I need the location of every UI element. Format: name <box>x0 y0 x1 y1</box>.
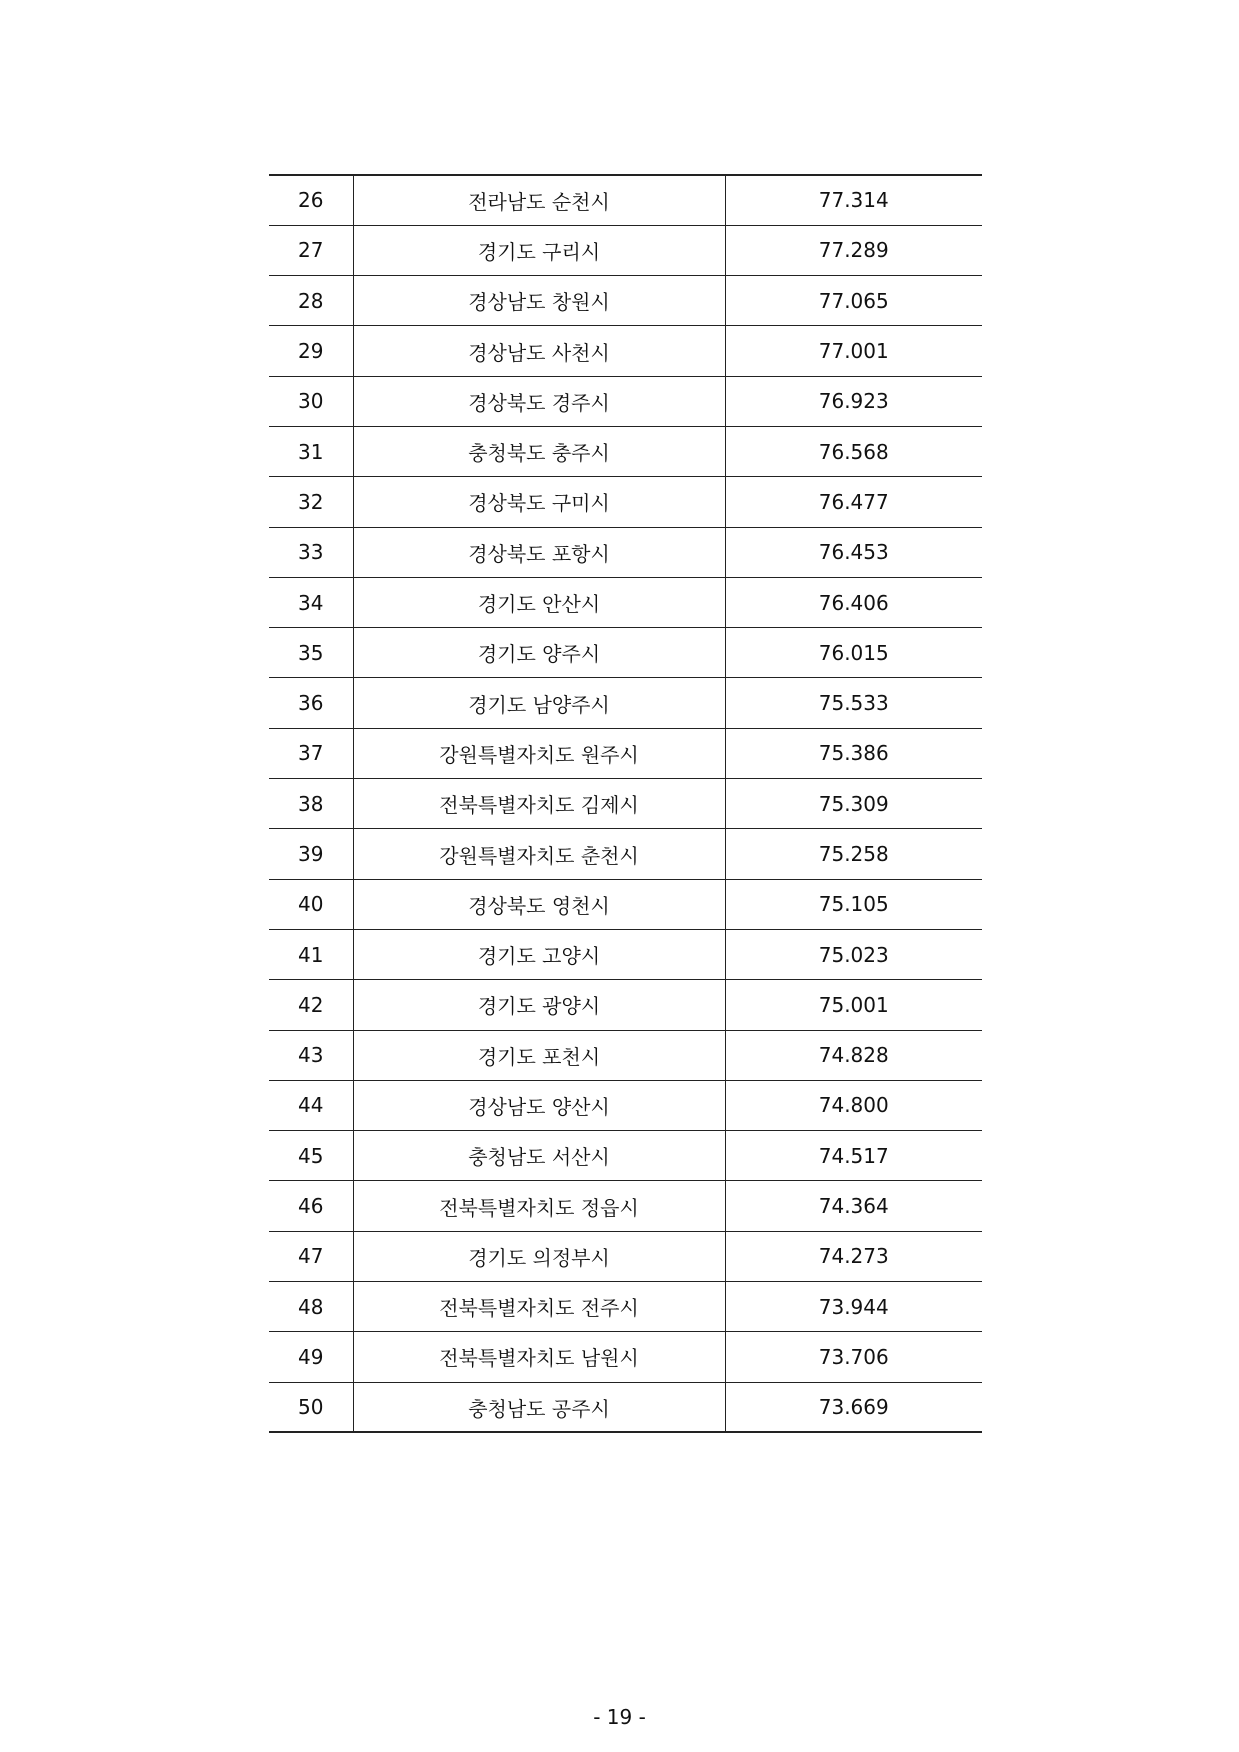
score-cell: 73.669 <box>725 1382 982 1432</box>
region-cell: 전북특별자치도 김제시 <box>353 779 725 829</box>
score-cell: 74.828 <box>725 1030 982 1080</box>
rank-cell: 41 <box>269 929 353 979</box>
score-cell: 76.015 <box>725 628 982 678</box>
table-row <box>269 1030 982 1080</box>
score-cell: 76.568 <box>725 426 982 476</box>
score-cell: 73.944 <box>725 1282 982 1332</box>
region-cell: 경기도 의정부시 <box>353 1231 725 1281</box>
region-cell: 경상북도 영천시 <box>353 879 725 929</box>
rank-cell: 39 <box>269 829 353 879</box>
region-cell: 경기도 양주시 <box>353 628 725 678</box>
rank-cell: 50 <box>269 1382 353 1432</box>
table-row <box>269 527 982 577</box>
table-row <box>269 628 982 678</box>
table-row <box>269 879 982 929</box>
score-cell: 75.023 <box>725 929 982 979</box>
score-cell: 76.923 <box>725 376 982 426</box>
rank-cell: 40 <box>269 879 353 929</box>
region-cell: 경상북도 경주시 <box>353 376 725 426</box>
table-row <box>269 225 982 275</box>
rank-cell: 29 <box>269 326 353 376</box>
rank-cell: 43 <box>269 1030 353 1080</box>
ranking-table <box>269 174 982 1433</box>
rank-cell: 44 <box>269 1080 353 1130</box>
table-row <box>269 426 982 476</box>
rank-cell: 26 <box>269 175 353 225</box>
rank-cell: 46 <box>269 1181 353 1231</box>
score-cell: 75.309 <box>725 779 982 829</box>
region-cell: 전북특별자치도 남원시 <box>353 1332 725 1382</box>
score-cell: 75.386 <box>725 728 982 778</box>
region-cell: 강원특별자치도 원주시 <box>353 728 725 778</box>
table-row <box>269 980 982 1030</box>
region-cell: 경기도 광양시 <box>353 980 725 1030</box>
table-row <box>269 276 982 326</box>
table-row <box>269 678 982 728</box>
score-cell: 74.800 <box>725 1080 982 1130</box>
region-cell: 전북특별자치도 전주시 <box>353 1282 725 1332</box>
region-cell: 전북특별자치도 정읍시 <box>353 1181 725 1231</box>
table-row <box>269 728 982 778</box>
region-cell: 경기도 포천시 <box>353 1030 725 1080</box>
rank-cell: 48 <box>269 1282 353 1332</box>
table-row <box>269 477 982 527</box>
table-row <box>269 577 982 627</box>
table-row <box>269 326 982 376</box>
region-cell: 충청남도 서산시 <box>353 1131 725 1181</box>
score-cell: 74.273 <box>725 1231 982 1281</box>
score-cell: 75.001 <box>725 980 982 1030</box>
score-cell: 73.706 <box>725 1332 982 1382</box>
region-cell: 충청북도 충주시 <box>353 426 725 476</box>
table-row <box>269 1080 982 1130</box>
rank-cell: 30 <box>269 376 353 426</box>
rank-cell: 31 <box>269 426 353 476</box>
region-cell: 전라남도 순천시 <box>353 175 725 225</box>
rank-cell: 35 <box>269 628 353 678</box>
score-cell: 74.364 <box>725 1181 982 1231</box>
score-cell: 75.258 <box>725 829 982 879</box>
table-row <box>269 1181 982 1231</box>
rank-cell: 28 <box>269 276 353 326</box>
score-cell: 77.314 <box>725 175 982 225</box>
rank-cell: 47 <box>269 1231 353 1281</box>
table-row <box>269 175 982 225</box>
score-cell: 75.105 <box>725 879 982 929</box>
table-row <box>269 1332 982 1382</box>
rank-cell: 33 <box>269 527 353 577</box>
rank-cell: 32 <box>269 477 353 527</box>
table-row <box>269 1131 982 1181</box>
score-cell: 77.065 <box>725 276 982 326</box>
rank-cell: 36 <box>269 678 353 728</box>
table-row <box>269 1231 982 1281</box>
rank-cell: 49 <box>269 1332 353 1382</box>
score-cell: 76.453 <box>725 527 982 577</box>
page-number: - 19 - <box>593 1705 646 1729</box>
score-cell: 76.477 <box>725 477 982 527</box>
table-body <box>269 175 982 1432</box>
score-cell: 76.406 <box>725 577 982 627</box>
rank-cell: 38 <box>269 779 353 829</box>
table-row <box>269 1382 982 1432</box>
region-cell: 경기도 안산시 <box>353 577 725 627</box>
region-cell: 경기도 고양시 <box>353 929 725 979</box>
table-row <box>269 929 982 979</box>
table-row <box>269 1282 982 1332</box>
table-row <box>269 779 982 829</box>
rank-cell: 34 <box>269 577 353 627</box>
table-row <box>269 829 982 879</box>
region-cell: 경상남도 양산시 <box>353 1080 725 1130</box>
region-cell: 경상남도 창원시 <box>353 276 725 326</box>
region-cell: 경기도 남양주시 <box>353 678 725 728</box>
region-cell: 경상북도 포항시 <box>353 527 725 577</box>
score-cell: 74.517 <box>725 1131 982 1181</box>
region-cell: 경상북도 구미시 <box>353 477 725 527</box>
rank-cell: 37 <box>269 728 353 778</box>
region-cell: 강원특별자치도 춘천시 <box>353 829 725 879</box>
region-cell: 경상남도 사천시 <box>353 326 725 376</box>
score-cell: 77.289 <box>725 225 982 275</box>
region-cell: 경기도 구리시 <box>353 225 725 275</box>
score-cell: 75.533 <box>725 678 982 728</box>
score-cell: 77.001 <box>725 326 982 376</box>
rank-cell: 45 <box>269 1131 353 1181</box>
rank-cell: 42 <box>269 980 353 1030</box>
rank-cell: 27 <box>269 225 353 275</box>
region-cell: 충청남도 공주시 <box>353 1382 725 1432</box>
table-row <box>269 376 982 426</box>
